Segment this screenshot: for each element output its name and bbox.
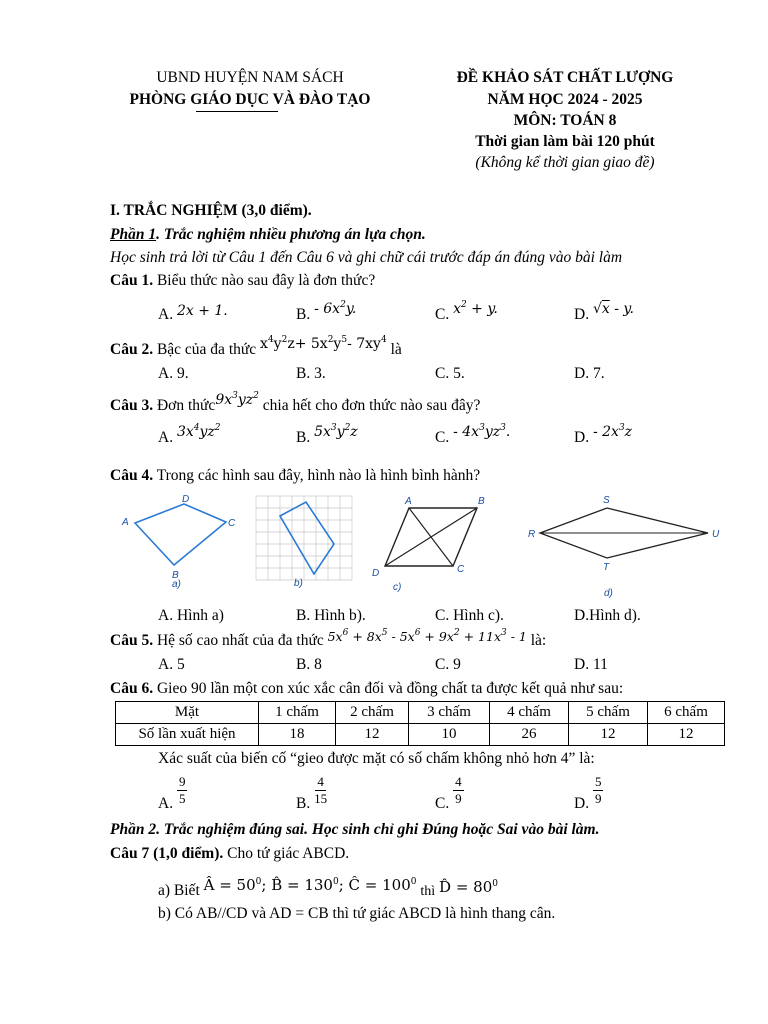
figure-c-caption: c) xyxy=(393,582,402,593)
figure-a xyxy=(118,490,248,590)
q6-option-a: A. $\frac{9}{5}$ xyxy=(158,774,186,812)
q5-option-a: A. 5 xyxy=(158,656,185,673)
figure-a-quadrilateral xyxy=(135,504,226,565)
section-title: I. TRẮC NGHIỆM (3,0 điểm). xyxy=(110,202,312,219)
q7-statement-b: b) Có AB//CD và AD = CB thì tứ giác ABCD là hình thang cân. xyxy=(158,905,556,922)
header-right-line4: Thời gian làm bài 120 phút xyxy=(475,133,655,150)
q3-option-d: D. - $2x^3z$ xyxy=(574,423,633,446)
q2-option-b: B. 3. xyxy=(296,365,326,382)
q1-option-d: D. √x - y. xyxy=(574,301,634,323)
q5-option-d: D. 11 xyxy=(574,656,608,673)
header-right-line1: ĐỀ KHẢO SÁT CHẤT LƯỢNG xyxy=(456,69,674,86)
header-right-line2: NĂM HỌC 2024 - 2025 xyxy=(487,91,643,108)
q6-option-b: B. $\frac{4}{15}$ xyxy=(296,774,328,812)
question-7: Câu 7 (1,0 điểm). Cho tứ giác ABCD. xyxy=(110,845,350,862)
figure-a-label-D: D xyxy=(182,494,190,505)
q1-label: Câu 1. xyxy=(110,272,154,289)
question-1 xyxy=(110,272,375,290)
question-3: Câu 3. Đơn $thức9x^3yz^2$ chia hết cho đơn thức nào sau đây? xyxy=(110,391,481,414)
question-4: Câu 4. Trong các hình sau đây, hình nào là hình bình hành? xyxy=(110,467,481,484)
figure-b-quadrilateral xyxy=(280,502,334,574)
figure-d-label-S: S xyxy=(603,495,610,506)
q4-option-a: A. Hình a) xyxy=(158,607,224,624)
part1-label: Phần 1 xyxy=(110,226,157,243)
dice-table-row: Số lần xuất hiện 18 12 10 26 12 12 xyxy=(116,724,725,746)
part1-heading xyxy=(110,226,426,244)
figure-c-label-C: C xyxy=(457,564,465,575)
figure-a-label-C: C xyxy=(228,518,236,529)
header-left-line2: PHÒNG GIÁO DỤC VÀ ĐÀO TẠO xyxy=(129,91,371,108)
q3-option-b: B. $5x^3y^2z$ xyxy=(296,423,358,446)
figure-d-label-T: T xyxy=(603,562,610,573)
figure-b xyxy=(250,490,360,590)
q1-option-b: B. - $6x^2y$. xyxy=(296,300,357,323)
q2-option-c: C. 5. xyxy=(435,365,465,382)
figure-c xyxy=(365,490,495,595)
q2-option-a: A. 9. xyxy=(158,365,189,382)
figure-d-label-R: R xyxy=(528,529,536,540)
figure-c-label-B: B xyxy=(478,496,485,507)
question-2: Câu 2. Bậc của đa thức $x^4y^2z+ 5x^2y^5-$ $7xy^4$ là xyxy=(110,335,402,358)
figure-d xyxy=(522,490,722,600)
q3-option-a: A. $3x^4yz^2$ xyxy=(158,423,221,446)
q5-option-b: B. 8 xyxy=(296,656,322,673)
q7-statement-a: a) Biết Â = $50^0$; B̂ = $130^0$; Ĉ = $100^0$ thì D̂ = $80^0$ xyxy=(158,876,498,899)
figure-c-label-D: D xyxy=(372,568,380,579)
figure-b-caption: b) xyxy=(294,578,303,589)
q2-option-d: D. 7. xyxy=(574,365,605,382)
dice-table xyxy=(115,701,725,746)
part1-text: . Trắc nghiệm nhiều phương án lựa chọn. xyxy=(156,226,426,243)
figure-a-label-B: B xyxy=(172,570,179,581)
figure-a-label-A: A xyxy=(122,517,129,528)
figure-d-caption: d) xyxy=(604,588,613,599)
q1-option-c: C. $x^2 + y$. xyxy=(435,300,498,323)
instruction: Học sinh trả lời từ Câu 1 đến Câu 6 và ghi chữ cái trước đáp án đúng vào bài làm xyxy=(110,249,623,266)
q1-option-a: A. 2x + 1. xyxy=(158,303,228,323)
part2-heading: Phần 2. Trắc nghiệm đúng sai. Học sinh chỉ ghi Đúng hoặc Sai vào bài làm. xyxy=(110,821,600,838)
q6-question: Xác suất của biến cố “gieo được mặt có số chấm không nhỏ hơn 4” là: xyxy=(158,750,595,767)
figure-c-diagonal-bd xyxy=(385,508,477,566)
figure-c-label-A: A xyxy=(405,496,412,507)
header-right-line3: MÔN: TOÁN 8 xyxy=(513,112,617,129)
header-left-line1: UBND HUYỆN NAM SÁCH xyxy=(156,69,344,86)
q4-option-d: D.Hình d). xyxy=(574,607,641,624)
question-5: Câu 5. Hệ số cao nhất của đa thức $^{5x^6 + 8x^5 - 5x^6 + 9x^2 + 11x^3 - 1}$ là: xyxy=(110,628,547,649)
q4-option-b: B. Hình b). xyxy=(296,607,366,624)
q1-text: Biểu thức nào sau đây là đơn thức? xyxy=(156,272,376,289)
figure-b-grid xyxy=(256,496,352,580)
figure-a-caption: a) xyxy=(172,579,181,590)
q6-option-c: C. $\frac{4}{9}$ xyxy=(435,774,462,812)
header-divider xyxy=(196,111,278,112)
figure-d-label-U: U xyxy=(712,529,720,540)
q5-option-c: C. 9 xyxy=(435,656,461,673)
q4-option-c: C. Hình c). xyxy=(435,607,504,624)
header-right-line5: (Không kể thời gian giao đề) xyxy=(475,154,655,171)
q6-option-d: D. $\frac{5}{9}$ xyxy=(574,774,602,812)
q3-option-c: C. - $4x^3yz^3$. xyxy=(435,423,511,446)
dice-table-header: Mặt 1 chấm 2 chấm 3 chấm 4 chấm 5 chấm 6 chấm xyxy=(116,702,725,724)
question-6: Câu 6. Gieo 90 lần một con xúc xắc cân đối và đồng chất ta được kết quả như sau: xyxy=(110,680,624,697)
